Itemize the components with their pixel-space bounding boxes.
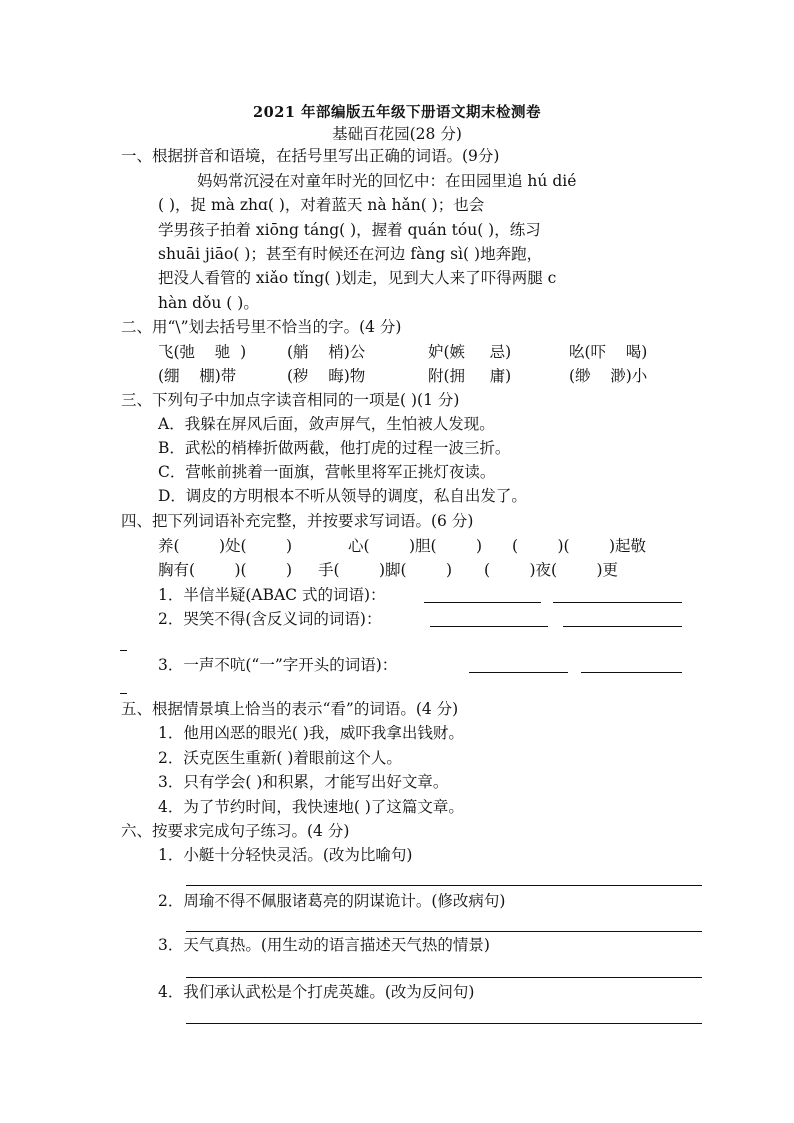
exam-title: 2021 年部编版五年级下册语文期末检测卷 (253, 104, 541, 121)
answer-blank[interactable] (430, 626, 548, 627)
q2-item: (绷 棚)带 (158, 367, 237, 385)
answer-blank[interactable] (424, 602, 541, 603)
q6-item: 1．小艇十分轻快灵活。(改为比喻句) (158, 846, 413, 864)
q5-heading: 五、根据情景填上恰当的表示“看”的词语。(4 分) (121, 700, 459, 718)
q4-word: 胸有( )( ) (158, 561, 293, 579)
q6-heading: 六、按要求完成句子练习。(4 分) (121, 822, 350, 840)
answer-blank[interactable] (581, 672, 682, 673)
q4-word: 心( )胆( ) (348, 537, 483, 555)
q1-heading: 一、根据拼音和语境，在括号里写出正确的词语。(9分) (121, 147, 500, 165)
wrap-dash (120, 693, 127, 694)
q4-word: 手( )脚( ) (318, 561, 453, 579)
q5-item: 2．沃克医生重新( )着眼前这个人。 (158, 749, 402, 767)
q1-line: 把没人看管的 xiǎo tǐng( )划走，见到大人来了吓得两腿 c (158, 269, 557, 287)
q1-line: 学男孩子拍着 xiōng táng( )，握着 quán tóu( )，练习 (158, 221, 541, 239)
answer-blank[interactable] (469, 672, 568, 673)
q1-line: 妈妈常沉浸在对童年时光的回忆中：在田园里追 hú dié (197, 172, 577, 190)
q4-item: 1．半信半疑(ABAC 式的词语)： (158, 586, 386, 604)
q5-item: 1．他用凶恶的眼光( )我，威吓我拿出钱财。 (158, 724, 464, 742)
q3-heading: 三、下列句子中加点字读音相同的一项是( )(1 分) (121, 391, 460, 409)
answer-line[interactable] (186, 885, 702, 886)
wrap-dash (120, 650, 127, 651)
answer-blank[interactable] (553, 602, 682, 603)
q2-item: (秽 晦)物 (287, 367, 366, 385)
q3-option: B．武松的梢棒折做两截，他打虎的过程一波三折。 (158, 439, 511, 457)
q2-item: 吆(吓 喝) (569, 343, 648, 361)
answer-line[interactable] (186, 977, 702, 978)
q2-item: 飞(弛 驰 ) (158, 343, 247, 361)
q6-item: 2．周瑜不得不佩服诸葛亮的阴谋诡计。(修改病句) (158, 892, 506, 910)
q4-word: 养( )处( ) (158, 537, 293, 555)
q2-heading: 二、用“\”划去括号里不恰当的字。(4 分) (121, 318, 402, 336)
q6-item: 3．天气真热。(用生动的语言描述天气热的情景) (158, 936, 490, 954)
q1-line: hàn dǒu ( )。 (158, 294, 259, 312)
q6-item: 4．我们承认武松是个打虎英雄。(改为反问句) (158, 983, 475, 1001)
q1-line: ( )，捉 mà zhɑ( )，对着蓝天 nà hǎn( )；也会 (158, 196, 485, 214)
q2-item: 附(拥 庸) (428, 367, 512, 385)
q5-item: 4．为了节约时间，我快速地( )了这篇文章。 (158, 798, 464, 816)
answer-line[interactable] (186, 1023, 702, 1024)
answer-blank[interactable] (563, 626, 682, 627)
q4-heading: 四、把下列词语补充完整，并按要求写词语。(6 分) (121, 512, 474, 530)
q2-item: 妒(嫉 忌) (428, 343, 512, 361)
section-title: 基础百花园(28 分) (332, 125, 462, 143)
q1-line: shuāi jiāo( )；甚至有时候还在河边 fàng sì( )地奔跑， (158, 245, 543, 263)
q4-item: 3．一声不吭(“一”字开头的词语)： (158, 656, 398, 674)
q3-option: C．营帐前挑着一面旗，营帐里将军正挑灯夜读。 (158, 463, 496, 481)
q4-item: 2．哭笑不得(含反义词的词语)： (158, 610, 382, 628)
q5-item: 3．只有学会( )和积累，才能写出好文章。 (158, 773, 449, 791)
q2-item: (艄 梢)公 (287, 343, 366, 361)
q3-option: A．我躲在屏风后面，敛声屏气，生怕被人发现。 (158, 415, 495, 433)
q3-option: D．调皮的方明根本不听从领导的调度，私自出发了。 (158, 487, 527, 505)
q4-word: ( )夜( )更 (484, 561, 619, 579)
q4-word: ( )( )起敬 (512, 537, 647, 555)
answer-line[interactable] (186, 931, 702, 932)
q2-item: (缈 渺)小 (569, 367, 648, 385)
